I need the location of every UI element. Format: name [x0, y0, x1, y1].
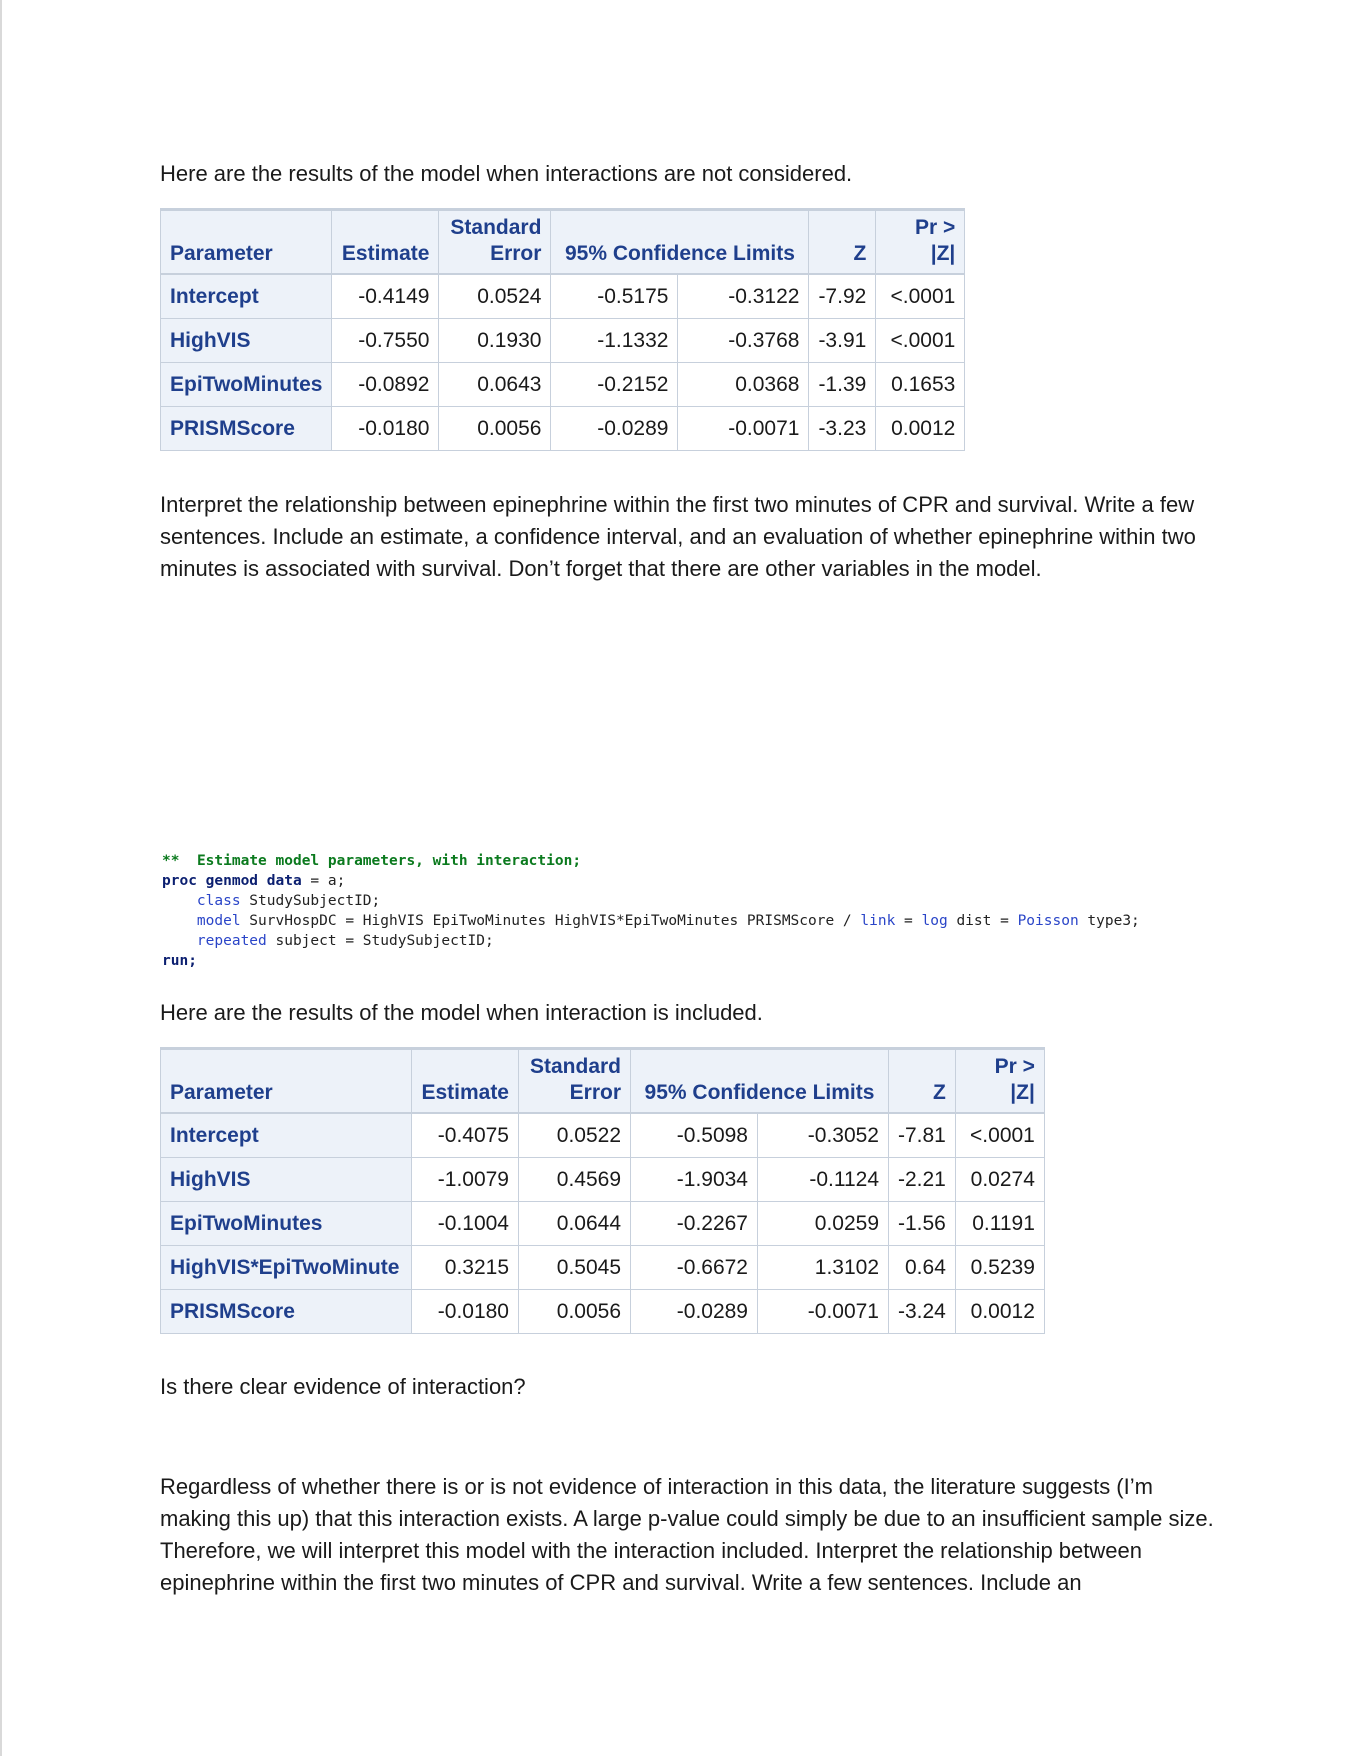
lower-limit-cell: -0.2152	[551, 363, 678, 407]
col-confidence-limits: 95% Confidence Limits	[551, 210, 809, 275]
col-standard-label: Standard	[529, 1055, 621, 1078]
estimate-cell: 0.3215	[412, 1246, 519, 1290]
z-cell: -3.23	[809, 407, 876, 451]
intro-text-with-interaction: Here are the results of the model when interaction is included.	[160, 1000, 763, 1025]
z-cell: -7.81	[889, 1113, 956, 1158]
estimate-cell: -1.0079	[412, 1158, 519, 1202]
std-error-cell: 0.5045	[519, 1246, 631, 1290]
code-data-value: = a;	[301, 873, 346, 889]
question-epinephrine-with-interaction: Regardless of whether there is or is not evidence of interaction in this data, the literature suggests (I’m making this up) that this interaction exists. A large p-value could simply be due to an insufficient sample size. Therefore, we will interpret this model with the interaction included. Interpret the relationship between epinephrine within the first two minutes of CPR and survival. Write a few sentences. Include an	[160, 1474, 1214, 1595]
p-value-cell: <.0001	[876, 274, 965, 319]
lower-limit-cell: -0.5175	[551, 274, 678, 319]
parameter-cell: Intercept	[161, 1113, 412, 1158]
code-comment: Estimate model parameters, with interaction;	[196, 853, 582, 869]
estimate-cell: -0.7550	[332, 319, 439, 363]
p-value-cell: 0.0012	[955, 1290, 1044, 1334]
parameter-cell: EpiTwoMinutes	[161, 363, 332, 407]
table-row	[161, 1158, 1045, 1202]
z-cell: -2.21	[889, 1158, 956, 1202]
parameter-cell: HighVIS	[161, 1158, 412, 1202]
col-standard-label: Standard	[450, 216, 542, 239]
lower-limit-cell: -1.1332	[551, 319, 678, 363]
p-value-cell: 0.0012	[876, 407, 965, 451]
parameter-cell: HighVIS	[161, 319, 332, 363]
code-equals: =	[895, 913, 922, 929]
upper-limit-cell: -0.3052	[758, 1113, 889, 1158]
table-header-row	[161, 1049, 1045, 1114]
estimate-cell: -0.0892	[332, 363, 439, 407]
code-comment-line	[162, 851, 1140, 871]
col-p-value: Pr > |Z|	[876, 210, 965, 275]
z-cell: -1.56	[889, 1202, 956, 1246]
code-proc-keyword: proc	[162, 873, 197, 889]
col-parameter: Parameter	[161, 210, 332, 275]
table-row	[161, 319, 965, 363]
estimate-cell: -0.4075	[412, 1113, 519, 1158]
code-link-keyword: link	[860, 913, 896, 929]
col-parameter: Parameter	[161, 1049, 412, 1114]
code-class-keyword: class	[196, 893, 241, 909]
intro-text-no-interaction: Here are the results of the model when interactions are not considered.	[160, 161, 853, 186]
code-proc-line	[162, 871, 1140, 891]
code-repeated-keyword: repeated	[196, 933, 267, 949]
col-standard-error	[439, 210, 551, 275]
code-run-keyword: run;	[162, 953, 197, 969]
table-row	[161, 274, 965, 319]
table-row	[161, 1113, 1045, 1158]
results-table-with-interaction	[160, 1047, 1045, 1334]
lower-limit-cell: -0.5098	[631, 1113, 758, 1158]
col-p-value: Pr > |Z|	[955, 1049, 1044, 1114]
std-error-cell: 0.0056	[439, 407, 551, 451]
z-cell: -3.24	[889, 1290, 956, 1334]
code-repeated-line	[162, 931, 1140, 951]
col-z: Z	[889, 1049, 956, 1114]
code-dist-text: dist =	[947, 913, 1018, 929]
code-model-keyword: model	[196, 913, 241, 929]
estimate-cell: -0.0180	[332, 407, 439, 451]
std-error-cell: 0.0056	[519, 1290, 631, 1334]
code-genmod-keyword: genmod	[205, 873, 259, 889]
estimate-cell: -0.0180	[412, 1290, 519, 1334]
page-edge	[0, 0, 2, 1756]
lower-limit-cell: -0.0289	[551, 407, 678, 451]
col-z: Z	[809, 210, 876, 275]
sas-code-block	[162, 851, 1140, 971]
upper-limit-cell: -0.0071	[678, 407, 809, 451]
code-class-line	[162, 891, 1140, 911]
lower-limit-cell: -0.2267	[631, 1202, 758, 1246]
parameter-cell: PRISMScore	[161, 407, 332, 451]
lower-limit-cell: -0.0289	[631, 1290, 758, 1334]
upper-limit-cell: -0.3768	[678, 319, 809, 363]
p-value-cell: 0.0274	[955, 1158, 1044, 1202]
upper-limit-cell: -0.0071	[758, 1290, 889, 1334]
p-value-cell: <.0001	[955, 1113, 1044, 1158]
code-type3-text: type3;	[1078, 913, 1140, 929]
std-error-cell: 0.0522	[519, 1113, 631, 1158]
std-error-cell: 0.4569	[519, 1158, 631, 1202]
std-error-cell: 0.0644	[519, 1202, 631, 1246]
table-row	[161, 1290, 1045, 1334]
code-model-value: SurvHospDC = HighVIS EpiTwoMinutes HighVIS*EpiTwoMinutes PRISMScore /	[240, 913, 861, 929]
table-header-row	[161, 210, 965, 275]
question-epinephrine-no-interaction: Interpret the relationship between epinephrine within the first two minutes of CPR and survival. Write a few sentences. Include an estimate, a confidence interval, and an evaluation of whether epinephrine within two minutes is associated with survival. Don’t forget that there are other variables in the model.	[160, 492, 1196, 581]
parameter-cell: PRISMScore	[161, 1290, 412, 1334]
upper-limit-cell: 0.0368	[678, 363, 809, 407]
std-error-cell: 0.1930	[439, 319, 551, 363]
z-cell: 0.64	[889, 1246, 956, 1290]
upper-limit-cell: 1.3102	[758, 1246, 889, 1290]
upper-limit-cell: -0.1124	[758, 1158, 889, 1202]
z-cell: -1.39	[809, 363, 876, 407]
table-row	[161, 363, 965, 407]
parameter-cell: EpiTwoMinutes	[161, 1202, 412, 1246]
code-model-line	[162, 911, 1140, 931]
p-value-cell: 0.1191	[955, 1202, 1044, 1246]
col-standard-error	[519, 1049, 631, 1114]
p-value-cell: <.0001	[876, 319, 965, 363]
code-run-line	[162, 951, 1140, 971]
p-value-cell: 0.1653	[876, 363, 965, 407]
results-table-no-interaction	[160, 208, 965, 451]
estimate-cell: -0.4149	[332, 274, 439, 319]
col-estimate: Estimate	[412, 1049, 519, 1114]
lower-limit-cell: -0.6672	[631, 1246, 758, 1290]
lower-limit-cell: -1.9034	[631, 1158, 758, 1202]
question-interaction-evidence: Is there clear evidence of interaction?	[160, 1374, 526, 1399]
col-confidence-limits: 95% Confidence Limits	[631, 1049, 889, 1114]
code-poisson-keyword: Poisson	[1017, 913, 1079, 929]
z-cell: -7.92	[809, 274, 876, 319]
code-log-keyword: log	[921, 913, 948, 929]
code-class-value: StudySubjectID;	[240, 893, 381, 909]
code-comment-stars: **	[162, 853, 180, 869]
col-error-label: Error	[490, 242, 542, 265]
estimate-cell: -0.1004	[412, 1202, 519, 1246]
p-value-cell: 0.5239	[955, 1246, 1044, 1290]
parameter-cell: HighVIS*EpiTwoMinute	[161, 1246, 412, 1290]
table-row	[161, 1202, 1045, 1246]
code-data-keyword: data	[266, 873, 302, 889]
code-repeated-value: subject = StudySubjectID;	[266, 933, 494, 949]
upper-limit-cell: 0.0259	[758, 1202, 889, 1246]
upper-limit-cell: -0.3122	[678, 274, 809, 319]
std-error-cell: 0.0524	[439, 274, 551, 319]
z-cell: -3.91	[809, 319, 876, 363]
std-error-cell: 0.0643	[439, 363, 551, 407]
table-row	[161, 1246, 1045, 1290]
col-error-label: Error	[569, 1081, 621, 1104]
col-estimate: Estimate	[332, 210, 439, 275]
table-row	[161, 407, 965, 451]
parameter-cell: Intercept	[161, 274, 332, 319]
